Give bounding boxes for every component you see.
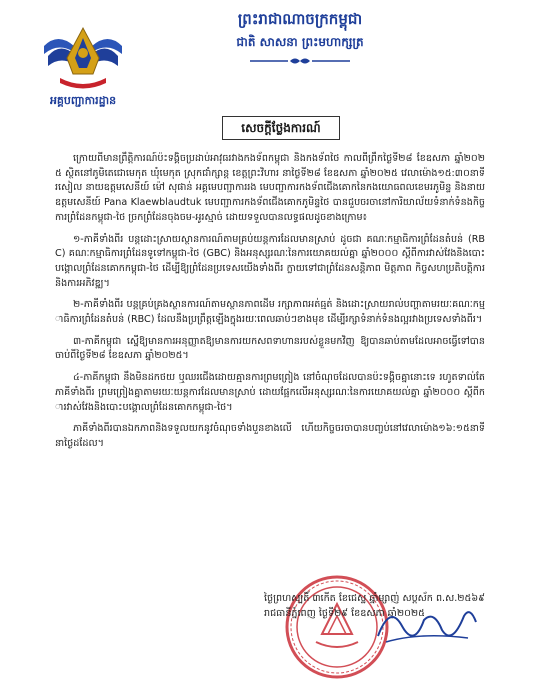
closing-paragraph: ភាគីទាំងពីរបានឯកភាពនិងទទួលយកនូវចំណុចទាំងបួនខាងលើ ហើយកិច្ចចរចាបានបញ្ចប់នៅវេលាម៉ោង១៦:១៥នាទី នាថ្ងៃដដែល។ <box>55 423 485 449</box>
point-2-paragraph: ២-ភាគីទាំងពីរ បន្តគ្រប់គ្រងស្ថានការណ៍តាមស្ថានភាពដើម រក្សាភាពអត់ធ្មត់ និងដោះស្រាយរាល់បញ្ហាតាមរយៈគណៈកម្មាធិការព្រំដែនតំបន់ (RBC) ដែលនឹងប្រព្រឹត្តឡើងក្នុងរយៈពេលឆាប់ៗខាងមុខ ដើម្បីរក្សាទំនាក់ទំនងល្អរវាងប្រទេសទាំងពីរ។ <box>55 299 485 326</box>
letterhead <box>0 0 540 130</box>
lunar-date: ថ្ងៃព្រហស្បតិ៍ ៣កើត ខែជេស្ឋ ឆ្នាំម្សាញ់ សប្តស័ក ព.ស.២៥៦៩ <box>264 593 485 604</box>
kingdom-title: ព្រះរាជាណាចក្រកម្ពុជា <box>237 10 363 28</box>
solar-date: រាជធានីភ្នំពេញ ថ្ងៃទី២៩ ខែឧសភា ឆ្នាំ២០២៥ <box>264 607 425 619</box>
signature-icon <box>372 596 482 654</box>
point-1-paragraph: ១-ភាគីទាំងពីរ បន្តដោះស្រាយស្ថានការណ៍តាមគ្រប់យន្តការដែលមានស្រាប់ ដូចជា គណៈកម្មាធិការព្រំដែនតំបន់ (RBC) គណៈកម្មាធិការព្រំដែនទូទៅកម្ពុជា-ថៃ (GBC) និងអនុស្សរណៈនៃការយោគយល់គ្នា ឆ្នាំ២០០០ ស្តីពីការវាស់វែងនិងបោះបង្គោលព្រំដែនគោកកម្ពុជា-ថៃ ដើម្បីឱ្យព្រំដែនប្រទេសយើងទាំងពីរ ក្លាយទៅជាព្រំដែនសន្តិភាព មិត្តភាព កិច្ចសហប្រតិបត្តិការ និងការអភិវឌ្ឍ។ <box>55 233 485 289</box>
military-emblem-icon <box>40 12 126 92</box>
point-3-paragraph: ៣-ភាគីកម្ពុជា ស្នើឱ្យមានការអនុញ្ញាតឱ្យមានការយកសពទាហានរបស់ខ្លួនមកវិញ ឱ្យបានឆាប់តាមដែលអាចធ្វើទៅបាន ចាប់ពីថ្ងៃទី២៨ ខែឧសភា ឆ្នាំ២០២៥។ <box>55 335 485 362</box>
point-4-paragraph: ៤-ភាគីកម្ពុជា នឹងមិនដកថយ ឬឈរជើងដោយគ្មានការព្រមព្រៀង នៅចំណុចដែលបានប៉ះទង្គិចគ្នានោះទេ រហូតទាល់តែភាគីទាំងពីរ ព្រមព្រៀងគ្នាតាមរយៈយន្តការដែលមានស្រាប់ ដោយផ្អែកលើអនុស្សរណៈនៃការយោគយល់គ្នា ឆ្នាំ២០០០ ស្តីពីការវាស់វែងនិងបោះបង្គោលព្រំដែនគោកកម្ពុជា-ថៃ។ <box>55 372 485 413</box>
statement-body <box>55 152 485 459</box>
intro-paragraph: ក្រោយពីមានព្រឹត្តិការណ៍ប៉ះទង្គិចប្រដាប់អាវុធរវាងកងទ័ពកម្ពុជា និងកងទ័ពថៃ កាលពីព្រឹកថ្ងៃទី២៨ ខែឧសភា ឆ្នាំ២០២៥ ស្ថិតនៅភូមិតេជោមេកុត ឃុំមេកុត ស្រុកជាំក្សាន្ត ខេត្តព្រះវិហារ នាថ្ងៃទី២៨ ខែឧសភា ឆ្នាំ២០២៥ វេលាម៉ោង១៥:៣០នាទីរសៀល នាយឧត្តមសេនីយ៍ ម៉ៅ សុផាន់ អគ្គមេបញ្ជាការរង មេបញ្ជាការកងទ័ពជើងគោកនៃកងយោធពលខេមរភូមិន្ទ និងនាយឧត្តមសេនីយ៍ Pana Klaewblaudtuk មេបញ្ជាការកងទ័ពជើងគោកភូមិន្ទថៃ បានជួបចរចានៅការិយាល័យទំនាក់ទំនងកិច្ចការព្រំដែនកម្ពុជា-ថៃ ច្រកព្រំដែនចុងចម-អូរស្មាច់ ដោយទទួលបានលទ្ធផលដូចខាងក្រោម៖ <box>55 153 485 223</box>
divider-ornament-icon <box>250 56 350 66</box>
document-title: សេចក្តីថ្លែងការណ៍ <box>222 116 340 140</box>
national-motto: ជាតិ សាសនា ព្រះមហាក្សត្រ <box>236 35 364 49</box>
department-label: អគ្គបញ្ជាការដ្ឋាន <box>49 94 117 107</box>
